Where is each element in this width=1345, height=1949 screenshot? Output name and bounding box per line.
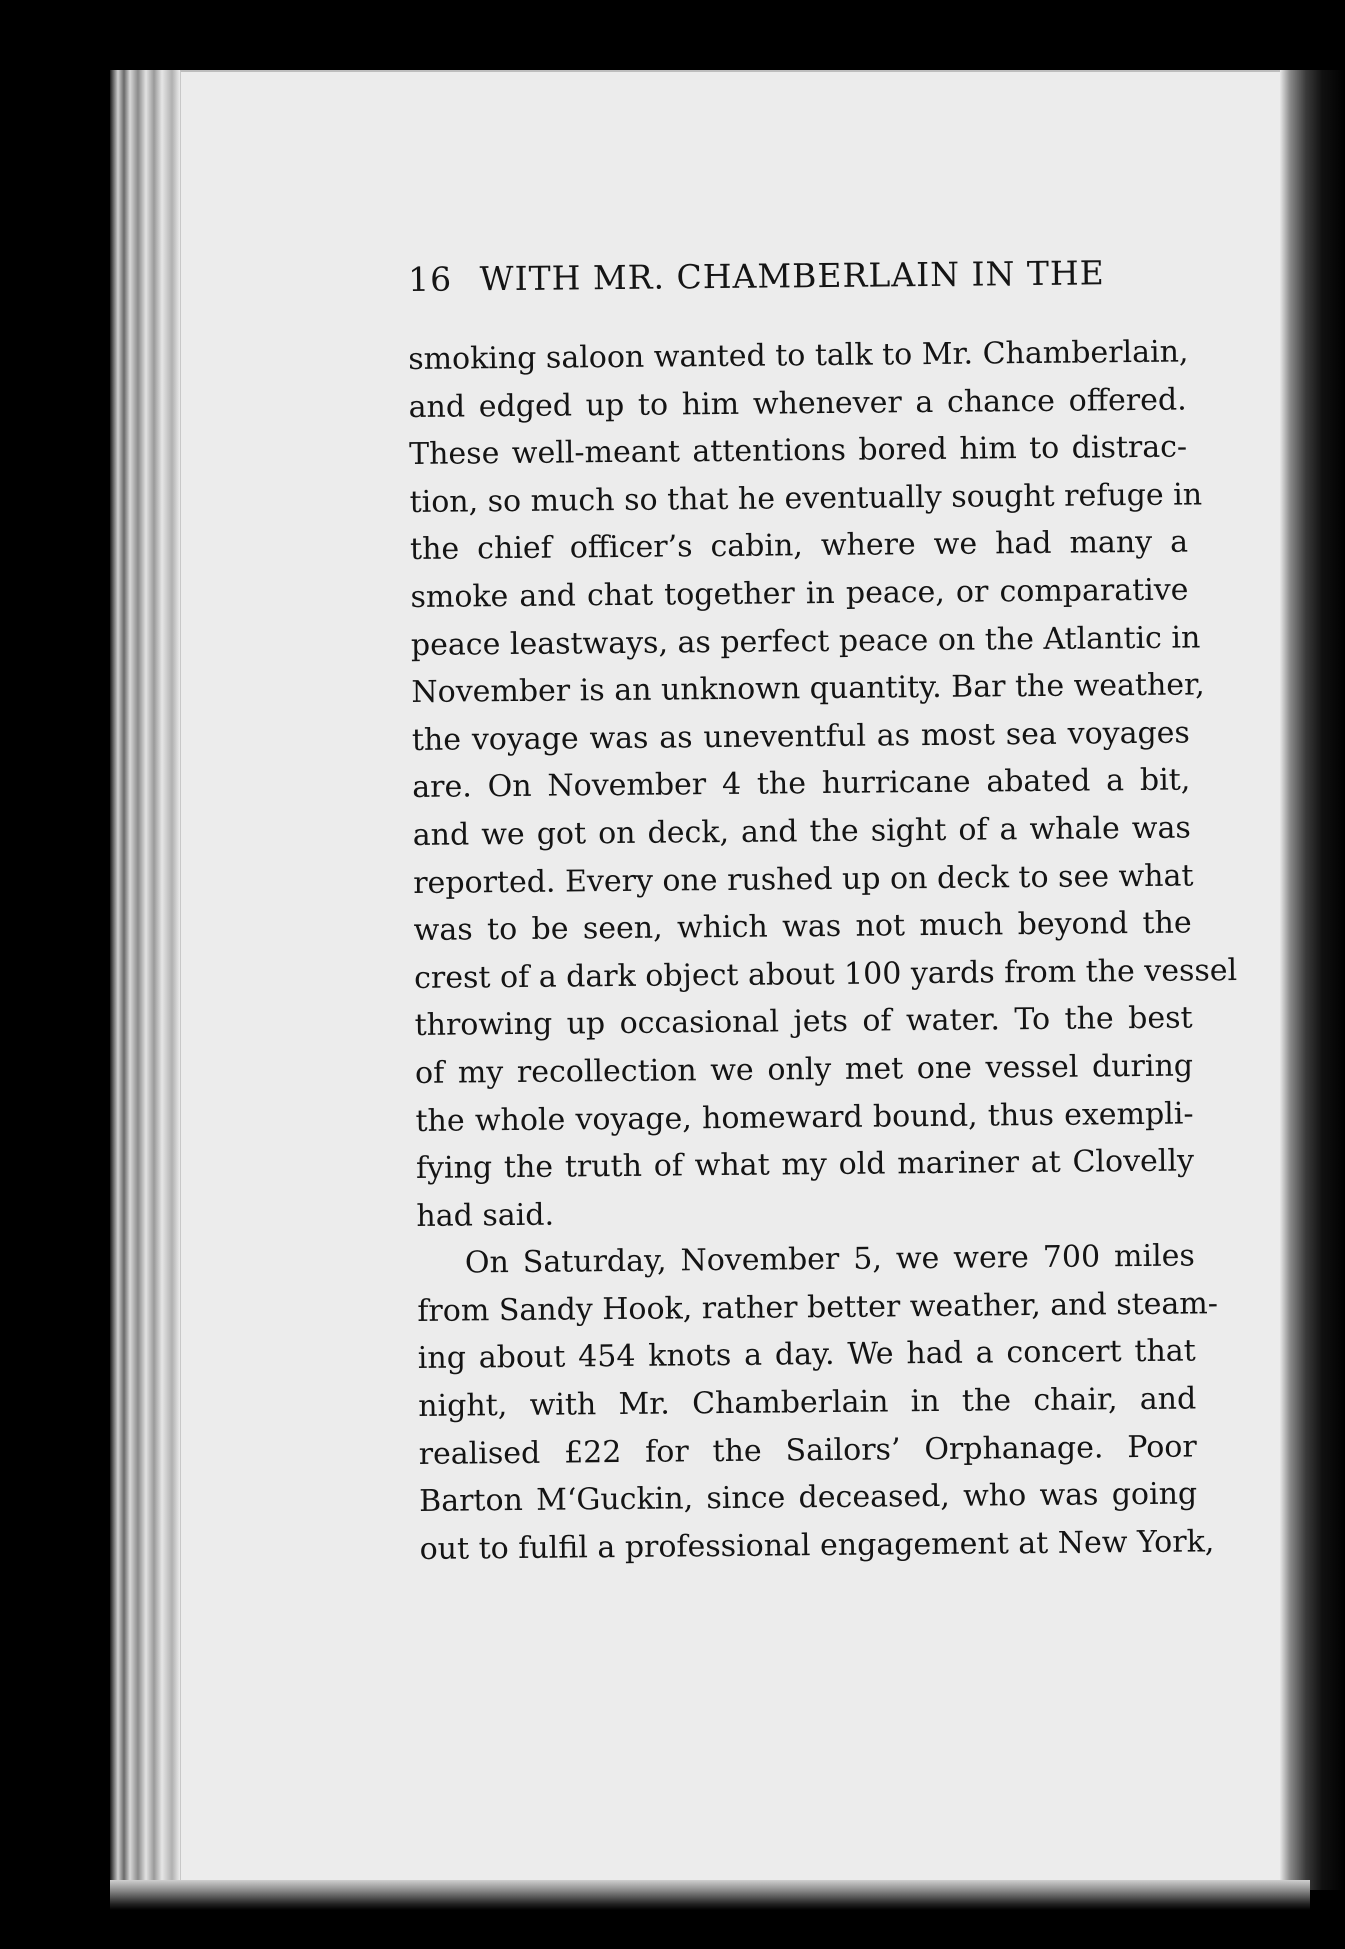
running-head-title: WITH MR. CHAMBERLAIN IN THE: [479, 253, 1105, 299]
text-line: night, with Mr. Chamberlain in the chair, and: [418, 1381, 1197, 1425]
text-line: and edged up to him whenever a chance offered.: [408, 382, 1187, 425]
text-line: November is an unknown quantity. Bar the weather,: [411, 667, 1205, 711]
text-line: are. On November 4 the hurricane abated a bit,: [412, 762, 1191, 806]
text-line: and we got on deck, and the sight of a whale was: [412, 810, 1191, 853]
text-line: had said.: [416, 1197, 555, 1234]
text-line: out to fulfil a professional engagement at New York,: [419, 1524, 1215, 1567]
book-bottom-edge: [110, 1880, 1310, 1910]
body-text: [408, 329, 1238, 1574]
text-line: the voyage was as uneventful as most sea voyages: [411, 715, 1191, 758]
text-line: smoke and chat together in peace, or comparative: [410, 572, 1189, 615]
text-line: throwing up occasional jets of water. To the best: [414, 1000, 1193, 1044]
text-line: the chief officer’s cabin, where we had many a: [409, 524, 1189, 568]
text-line: of my recollection we only met one vessel during: [414, 1048, 1194, 1091]
text-line: peace leastways, as perfect peace on the Atlantic in: [410, 619, 1201, 663]
text-line: reported. Every one rushed up on deck to see what: [413, 858, 1194, 901]
text-line: realised £22 for the Sailors’ Orphanage. Poor: [418, 1429, 1197, 1472]
text-line: tion, so much so that he eventually sought refuge in: [409, 477, 1203, 520]
text-line: On Saturday, November 5, we were 700 miles: [464, 1238, 1196, 1281]
book-left-edge: [110, 70, 190, 1890]
text-line: ing about 454 knots a day. We had a concert that: [417, 1333, 1196, 1377]
text-line: Barton M‘Guckin, since deceased, who was going: [419, 1476, 1198, 1520]
text-line: smoking saloon wanted to talk to Mr. Chamberlain,: [408, 334, 1189, 377]
text-line: the whole voyage, homeward bound, thus exempli-: [415, 1095, 1194, 1139]
book-right-edge: [1280, 70, 1345, 1890]
text-line: fying the truth of what my old mariner at Clovelly: [415, 1143, 1195, 1187]
running-header: [408, 253, 1148, 299]
text-line: crest of a dark object about 100 yards from the vessel: [413, 952, 1238, 996]
text-line: from Sandy Hook, rather better weather, and steam-: [417, 1286, 1219, 1329]
text-line: These well-meant attentions bored him to distrac-: [408, 429, 1188, 473]
page-number: 16: [408, 259, 453, 299]
text-line: was to be seen, which was not much beyond the: [413, 905, 1192, 949]
